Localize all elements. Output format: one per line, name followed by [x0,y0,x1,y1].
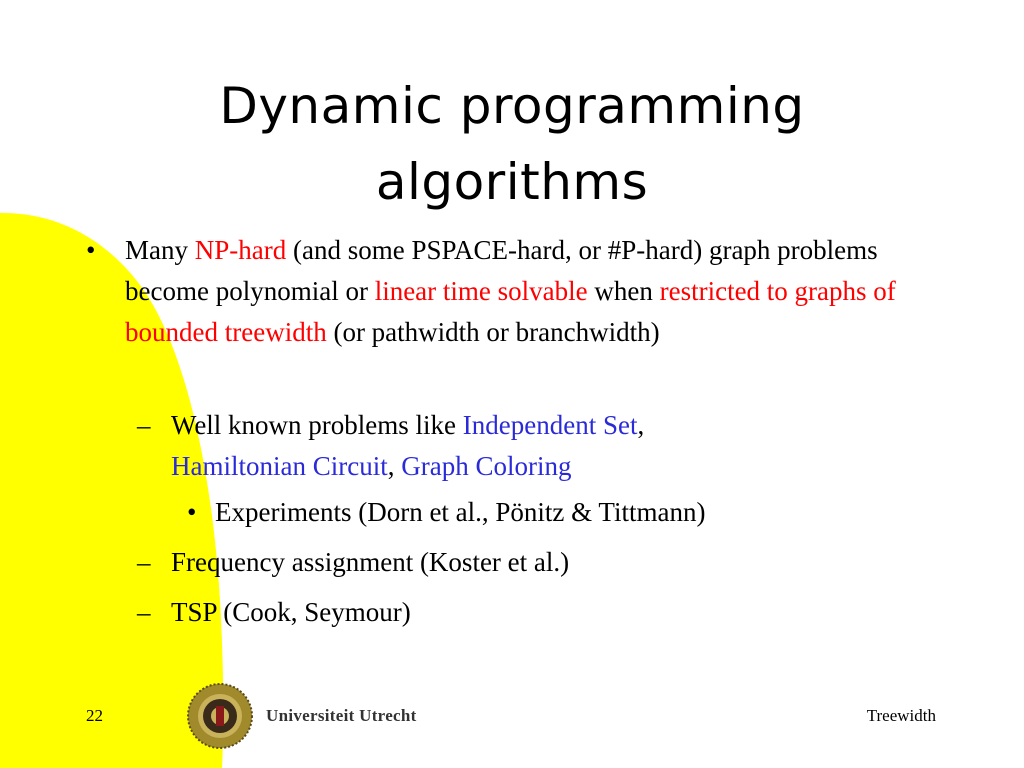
dash-marker: – [137,597,151,627]
bullet-text: (or pathwidth or branchwidth) [326,317,660,347]
highlight-independent-set: Independent Set [462,410,638,440]
dash-marker: – [137,410,151,440]
sub-bullet-frequency [137,542,771,583]
university-seal-icon [186,682,254,750]
highlight-hamiltonian-circuit: Hamiltonian Circuit [171,451,388,481]
highlight-linear-time: linear time solvable [374,276,588,306]
highlight-bounded-treewidth: restricted to graphs of bounded treewidth [125,276,896,347]
university-name: Universiteit Utrecht [266,706,417,725]
highlight-graph-coloring: Graph Coloring [401,451,572,481]
bullet-marker: • [86,235,96,265]
footer-topic: Treewidth [866,706,936,725]
bullet-text: , [637,410,645,440]
dash-marker: – [137,547,151,577]
bullet-main [86,230,945,353]
sub-bullet-tsp [137,592,771,633]
highlight-np-hard: NP-hard [194,235,287,265]
bullet-text: (and some PSPACE-hard, or #P-hard) graph problems become polynomial or [125,235,878,306]
title-line-2: algorithms [375,153,649,211]
bullet-text: Experiments (Dorn et al., Pönitz & Tittmann) [215,497,706,527]
sub-bullet-problems [137,405,771,487]
bullet-text: Well known problems like [171,410,463,440]
title-line-1: Dynamic programming [219,77,805,135]
bullet-text: Many [125,235,195,265]
bullet-text: Frequency assignment (Koster et al.) [171,547,570,577]
bullet-marker: • [187,497,197,527]
slide-title [0,68,1024,220]
bullet-text: when [587,276,660,306]
bullet-text: TSP (Cook, Seymour) [171,597,411,627]
bullet-text: , [387,451,402,481]
sub-sub-bullet-experiments [187,492,915,533]
slide-number: 22 [86,706,103,725]
